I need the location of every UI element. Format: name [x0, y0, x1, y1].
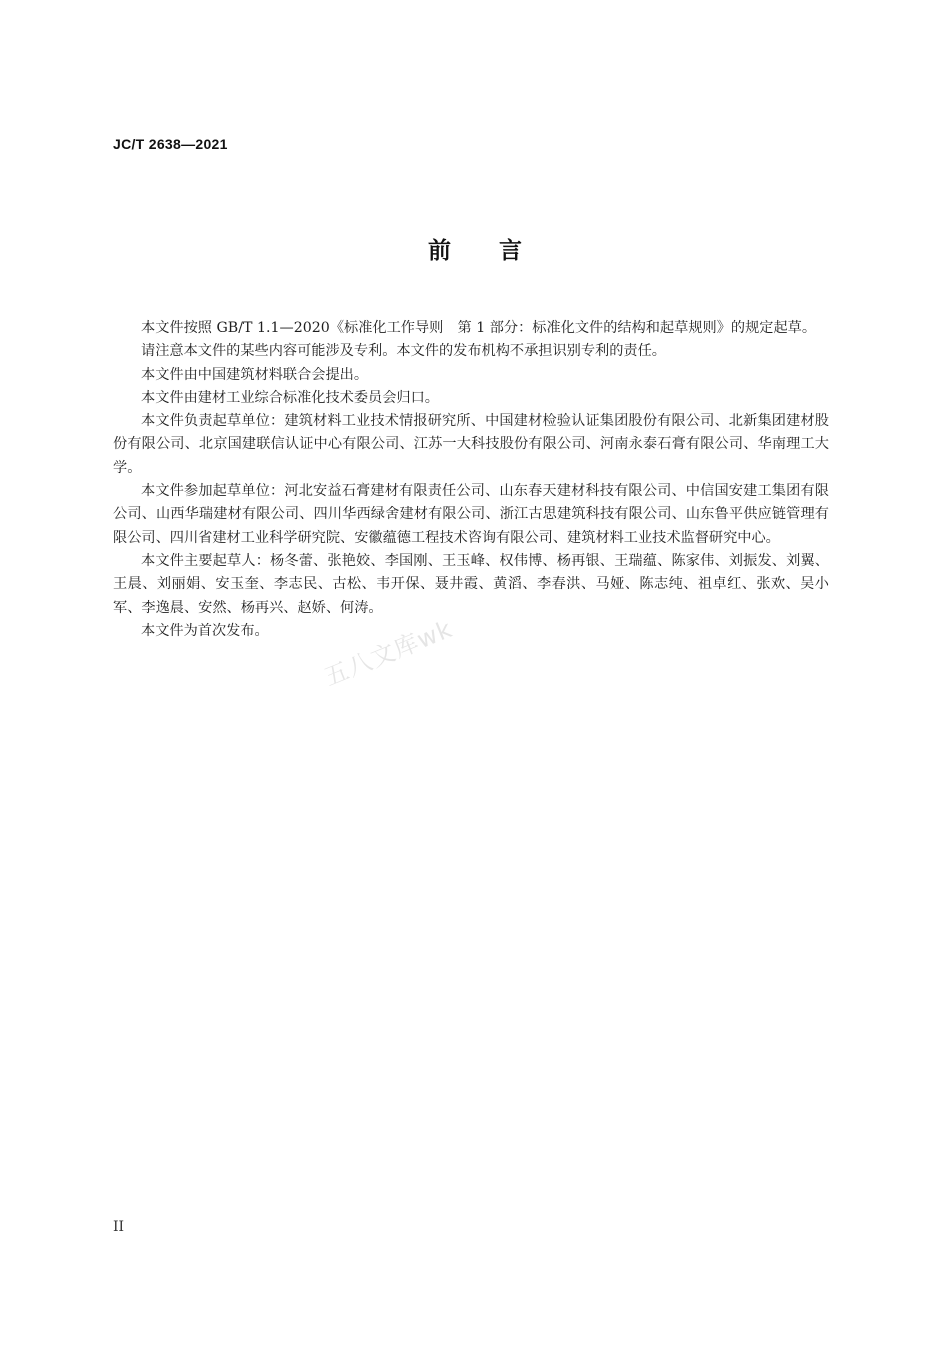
paragraph-main-drafters: 本文件主要起草人：杨冬蕾、张艳姣、李国刚、王玉峰、权伟博、杨再银、王瑞蕴、陈家伟、刘振发、刘翼、王晨、刘丽娟、安玉奎、李志民、古松、韦开保、聂井霞、黄滔、李春洪、马娅、陈志纯、祖卓红、张欢、吴小军、李逸晨、安然、杨再兴、赵娇、何涛。: [113, 552, 829, 616]
paragraph-committee: 本文件由建材工业综合标准化技术委员会归口。: [141, 389, 439, 406]
foreword-body: [113, 317, 829, 643]
paragraph-participating-drafters: 本文件参加起草单位：河北安益石膏建材有限责任公司、山东春天建材科技有限公司、中信国安建工集团有限公司、山西华瑞建材有限公司、四川华西绿舍建材有限公司、浙江古思建筑科技有限公司、山东鲁平供应链管理有限公司、四川省建材工业科学研究院、安徽蕴德工程技术咨询有限公司、建筑材料工业技术监督研究中心。: [113, 483, 829, 546]
watermark: 五八文库wk: [320, 614, 457, 692]
paragraph-proposer: 本文件由中国建筑材料联合会提出。: [141, 366, 369, 383]
page-title: 前言: [428, 238, 570, 264]
paragraph-drafting-rules: 本文件按照 GB/T 1.1—2020《标准化工作导则 第 1 部分：标准化文件的结构和起草规则》的规定起草。: [141, 320, 817, 336]
paragraph-lead-drafters: 本文件负责起草单位：建筑材料工业技术情报研究所、中国建材检验认证集团股份有限公司、北新集团建材股份有限公司、北京国建联信认证中心有限公司、江苏一大科技股份有限公司、河南永泰石膏有限公司、华南理工大学。: [113, 413, 829, 476]
paragraph-patent-notice: 请注意本文件的某些内容可能涉及专利。本文件的发布机构不承担识别专利的责任。: [141, 343, 666, 360]
document-code: JC/T 2638—2021: [113, 136, 228, 152]
paragraph-first-release: 本文件为首次发布。: [141, 622, 269, 639]
page-number: II: [113, 1219, 125, 1235]
